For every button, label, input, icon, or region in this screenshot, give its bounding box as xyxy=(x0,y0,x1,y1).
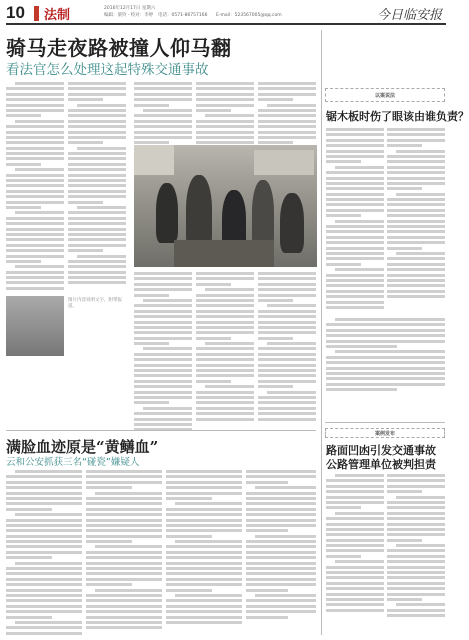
right-bottom-column-2 xyxy=(387,474,445,636)
main-subheadline: 看法官怎么处理这起特殊交通事故 xyxy=(6,62,209,78)
main-article-column-1 xyxy=(6,82,64,292)
page-number: 10 xyxy=(6,3,25,22)
main-headline: 骑马走夜路被撞人仰马翻 xyxy=(6,36,232,60)
second-article-column-1 xyxy=(6,470,82,635)
main-article-column-3 xyxy=(134,82,192,142)
main-article-column-8 xyxy=(258,272,316,427)
second-article-column-3 xyxy=(166,470,242,635)
main-article-column-2 xyxy=(68,82,126,292)
second-subheadline: 云和公安抓获三名“碰瓷”嫌疑人 xyxy=(6,457,140,468)
email-line: E-mail：523567005@qq.com xyxy=(216,13,282,18)
right-top-column-3 xyxy=(326,318,445,416)
small-photo xyxy=(6,296,64,356)
right-top-headline: 锯木板时伤了眼该由谁负责？ xyxy=(326,110,469,123)
release-box-label: 案例发布 xyxy=(374,431,395,437)
second-article-column-2 xyxy=(86,470,162,635)
main-article-column-5 xyxy=(258,82,316,142)
case-box-label: 以案说法 xyxy=(374,93,395,99)
header-rule xyxy=(6,23,446,25)
main-article-photo xyxy=(134,145,317,267)
right-bottom-headline-2: 公路管理单位被判担责 xyxy=(326,458,436,471)
newspaper-logo: 今日临安报 xyxy=(376,8,442,23)
phone-line: 电话：0571-86757166 xyxy=(158,13,208,18)
section-accent-bar xyxy=(34,6,39,21)
section-name: 法制 xyxy=(44,8,71,23)
main-article-column-4 xyxy=(196,82,254,142)
right-column-divider xyxy=(321,30,322,635)
right-top-column-1 xyxy=(326,128,384,318)
small-photo-caption: 图片内容说明文字，附带报道。 xyxy=(68,298,122,309)
article-separator xyxy=(6,430,316,431)
main-article-column-6 xyxy=(134,272,192,427)
right-top-column-2 xyxy=(387,128,445,318)
main-article-column-7 xyxy=(196,272,254,427)
second-article-column-4 xyxy=(246,470,316,635)
date-line: 2016年12月17日 星期六 xyxy=(104,6,156,11)
right-section-separator xyxy=(325,422,445,423)
right-bottom-column-1 xyxy=(326,474,384,636)
right-bottom-headline-1: 路面凹凼引发交通事故 xyxy=(326,444,436,457)
second-headline: 满脸血迹原是“黄鳝血” xyxy=(6,438,159,456)
editor-line: 编辑：梁铃 · 校对：李婷 xyxy=(104,13,154,18)
